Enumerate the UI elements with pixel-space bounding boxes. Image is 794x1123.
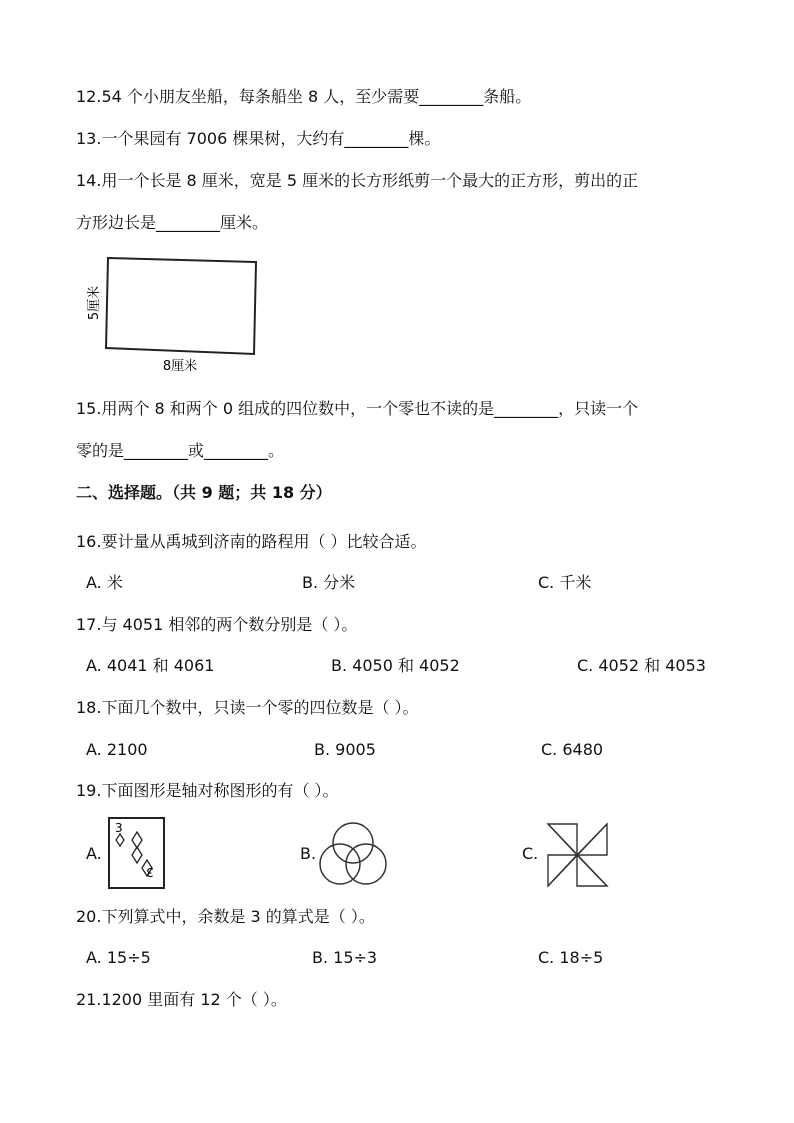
question-13: 13.一个果园有 7006 棵果树，大约有________棵。	[76, 129, 441, 148]
question-20: 20.下列算式中，余数是 3 的算式是（ ）。	[76, 907, 375, 926]
question-16: 16.要计量从禹城到济南的路程用（ ）比较合适。	[76, 532, 427, 551]
q18-option-b[interactable]: B. 9005	[314, 740, 376, 759]
question-17: 17.与 4051 相邻的两个数分别是（ ）。	[76, 615, 358, 634]
q17-option-b[interactable]: B. 4050 和 4052	[331, 656, 460, 675]
question-15-line2: 零的是________或________。	[76, 441, 285, 460]
length-label: 8厘米	[162, 359, 198, 374]
pinwheel-figure	[544, 821, 610, 889]
triquetra-figure	[318, 818, 388, 888]
question-21: 21.1200 里面有 12 个（ ）。	[76, 990, 287, 1009]
q18-option-c[interactable]: C. 6480	[541, 740, 604, 759]
card-rank-bottom: 3	[146, 865, 154, 879]
q16-option-b[interactable]: B. 分米	[302, 573, 356, 592]
question-14-line1: 14.用一个长是 8 厘米，宽是 5 厘米的长方形纸剪一个最大的正方形，剪出的正	[76, 171, 639, 190]
card-rank-top: 3	[115, 821, 123, 835]
diamond-icon	[116, 834, 124, 846]
playing-card-figure	[106, 816, 168, 892]
diamond-icon	[132, 832, 142, 848]
question-15-line1: 15.用两个 8 和两个 0 组成的四位数中，一个零也不读的是________，只读一个	[76, 399, 639, 418]
q16-option-c[interactable]: C. 千米	[538, 573, 592, 592]
q17-option-c[interactable]: C. 4052 和 4053	[577, 656, 706, 675]
question-14-line2: 方形边长是________厘米。	[76, 213, 269, 232]
question-12: 12.54 个小朋友坐船，每条船坐 8 人，至少需要________条船。	[76, 87, 532, 106]
circle-left	[320, 844, 360, 884]
section-2-title: 二、选择题。（共 9 题；共 18 分）	[76, 483, 332, 502]
circle-right	[346, 844, 386, 884]
q19-option-b[interactable]: B.	[300, 844, 317, 863]
q17-option-a[interactable]: A. 4041 和 4061	[86, 656, 215, 675]
rectangle-outline	[106, 258, 256, 354]
q19-option-a[interactable]: A.	[86, 844, 102, 863]
q20-option-c[interactable]: C. 18÷5	[538, 948, 604, 967]
width-label: 5厘米	[87, 285, 102, 321]
circle-top	[333, 823, 373, 863]
question-18: 18.下面几个数中，只读一个零的四位数是（ ）。	[76, 698, 419, 717]
q16-option-a[interactable]: A. 米	[86, 573, 123, 592]
q20-option-a[interactable]: A. 15÷5	[86, 948, 151, 967]
q18-option-a[interactable]: A. 2100	[86, 740, 148, 759]
q19-option-c[interactable]: C.	[522, 844, 539, 863]
rectangle-figure	[80, 250, 270, 375]
q20-option-b[interactable]: B. 15÷3	[312, 948, 378, 967]
question-19: 19.下面图形是轴对称图形的有（ ）。	[76, 781, 339, 800]
diamond-icon	[132, 847, 142, 863]
